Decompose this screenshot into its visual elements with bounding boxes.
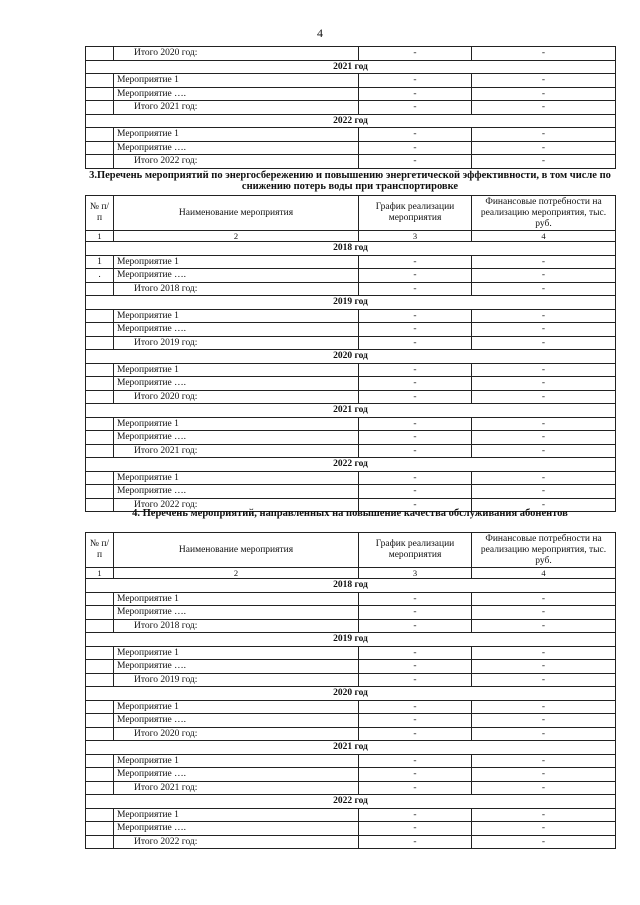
total-row [86,282,616,296]
schedule-value: - [359,619,472,633]
column-number: 1 [86,231,114,242]
year-label: 2022 год [86,458,616,472]
schedule-value: - [359,444,472,458]
measure-name: Мероприятие 1 [114,74,359,88]
finance-value: - [472,485,616,499]
row-number [86,485,114,499]
row-number [86,431,114,445]
finance-value: - [472,714,616,728]
total-label: Итого 2021 год: [114,101,359,115]
table-row [86,363,616,377]
page-number: 4 [317,26,323,40]
row-number [86,606,114,620]
table-row [86,768,616,782]
row-number [86,700,114,714]
year-label: 2021 год [86,404,616,418]
schedule-value: - [359,363,472,377]
row-number [86,619,114,633]
header-schedule: График реализации мероприятия [359,533,472,568]
table-body [86,47,616,169]
finance-value: - [472,128,616,142]
finance-value: - [472,822,616,836]
schedule-value: - [359,87,472,101]
finance-value: - [472,727,616,741]
table-row [86,700,616,714]
finance-value: - [472,835,616,849]
measures-table-continued [85,46,616,169]
section4-title: 4. Перечень мероприятий, направленных на повышение качества обслуживания абонентов [132,508,568,519]
finance-value: - [472,336,616,350]
finance-value: - [472,471,616,485]
finance-value: - [472,390,616,404]
table-row [86,323,616,337]
row-number [86,323,114,337]
section3-title: 3.Перечень мероприятий по энергосбережению и повышению энергетической эффективности, в том числе по снижению потерь воды при транспортировке [89,170,611,192]
row-number: 1 [86,255,114,269]
year-row [86,114,616,128]
total-row [86,47,616,61]
row-number [86,727,114,741]
measure-name: Мероприятие …. [114,768,359,782]
total-row [86,619,616,633]
year-row [86,404,616,418]
table-row [86,255,616,269]
finance-value: - [472,377,616,391]
table-row [86,485,616,499]
year-label: 2022 год [86,795,616,809]
year-label: 2020 год [86,350,616,364]
total-label: Итого 2020 год: [114,47,359,61]
schedule-value: - [359,282,472,296]
row-number: . [86,269,114,283]
finance-value: - [472,646,616,660]
row-number [86,808,114,822]
measure-name: Мероприятие …. [114,822,359,836]
year-row [86,242,616,256]
table-row [86,74,616,88]
finance-value: - [472,498,616,512]
table-row [86,377,616,391]
schedule-value: - [359,592,472,606]
table-row [86,87,616,101]
measure-name: Мероприятие …. [114,269,359,283]
finance-value: - [472,417,616,431]
column-number: 3 [359,568,472,579]
row-number [86,155,114,169]
finance-value: - [472,606,616,620]
energy-saving-measures-table [85,195,616,512]
row-number [86,673,114,687]
schedule-value: - [359,47,472,61]
year-label: 2019 год [86,633,616,647]
row-number [86,336,114,350]
schedule-value: - [359,309,472,323]
schedule-value: - [359,646,472,660]
finance-value: - [472,101,616,115]
finance-value: - [472,808,616,822]
row-number [86,714,114,728]
schedule-value: - [359,390,472,404]
table-row [86,754,616,768]
schedule-value: - [359,417,472,431]
total-label: Итого 2019 год: [114,673,359,687]
finance-value: - [472,323,616,337]
total-label: Итого 2022 год: [114,835,359,849]
total-row [86,101,616,115]
measure-name: Мероприятие 1 [114,417,359,431]
finance-value: - [472,673,616,687]
measure-name: Мероприятие …. [114,714,359,728]
measure-name: Мероприятие …. [114,660,359,674]
total-row [86,444,616,458]
table-row [86,141,616,155]
column-number: 4 [472,568,616,579]
row-number [86,390,114,404]
measure-name: Мероприятие …. [114,323,359,337]
header-num: № п/п [86,196,114,231]
table-row [86,431,616,445]
measure-name: Мероприятие 1 [114,128,359,142]
table-row [86,660,616,674]
total-row [86,727,616,741]
schedule-value: - [359,377,472,391]
measure-name: Мероприятие …. [114,87,359,101]
header-num: № п/п [86,533,114,568]
finance-value: - [472,660,616,674]
row-number [86,660,114,674]
table-body [86,579,616,849]
column-number: 1 [86,568,114,579]
year-label: 2021 год [86,60,616,74]
year-label: 2018 год [86,242,616,256]
row-number [86,646,114,660]
year-label: 2019 год [86,296,616,310]
measure-name: Мероприятие …. [114,606,359,620]
year-row [86,741,616,755]
table-row [86,646,616,660]
column-number: 2 [114,231,359,242]
finance-value: - [472,444,616,458]
column-number: 4 [472,231,616,242]
row-number [86,471,114,485]
header-name: Наименование мероприятия [114,196,359,231]
finance-value: - [472,309,616,323]
row-number [86,128,114,142]
schedule-value: - [359,269,472,283]
measure-name: Мероприятие 1 [114,363,359,377]
finance-value: - [472,269,616,283]
header-finance: Финансовые потребности на реализацию мероприятия, тыс. руб. [472,533,616,568]
measure-name: Мероприятие …. [114,431,359,445]
schedule-value: - [359,485,472,499]
schedule-value: - [359,727,472,741]
total-row [86,835,616,849]
schedule-value: - [359,768,472,782]
finance-value: - [472,781,616,795]
table-row [86,309,616,323]
year-row [86,795,616,809]
schedule-value: - [359,155,472,169]
total-label: Итого 2020 год: [114,390,359,404]
schedule-value: - [359,714,472,728]
measure-name: Мероприятие 1 [114,309,359,323]
total-label: Итого 2019 год: [114,336,359,350]
finance-value: - [472,619,616,633]
total-row [86,155,616,169]
table-row [86,822,616,836]
total-row [86,336,616,350]
finance-value: - [472,592,616,606]
year-label: 2021 год [86,741,616,755]
year-row [86,60,616,74]
table-row [86,808,616,822]
measure-name: Мероприятие …. [114,485,359,499]
row-number [86,417,114,431]
row-number [86,592,114,606]
row-number [86,282,114,296]
row-number [86,101,114,115]
schedule-value: - [359,781,472,795]
finance-value: - [472,255,616,269]
column-number: 3 [359,231,472,242]
table-row [86,269,616,283]
measure-name: Мероприятие 1 [114,646,359,660]
total-label: Итого 2018 год: [114,619,359,633]
year-row [86,633,616,647]
table-row [86,417,616,431]
schedule-value: - [359,255,472,269]
measure-name: Мероприятие 1 [114,471,359,485]
schedule-value: - [359,700,472,714]
year-row [86,350,616,364]
finance-value: - [472,768,616,782]
finance-value: - [472,155,616,169]
total-row [86,673,616,687]
schedule-value: - [359,754,472,768]
table-row [86,592,616,606]
header-finance: Финансовые потребности на реализацию мероприятия, тыс. руб. [472,196,616,231]
row-number [86,835,114,849]
year-row [86,687,616,701]
total-label: Итого 2021 год: [114,781,359,795]
table-row [86,714,616,728]
schedule-value: - [359,74,472,88]
schedule-value: - [359,323,472,337]
year-row [86,579,616,593]
schedule-value: - [359,128,472,142]
schedule-value: - [359,606,472,620]
total-row [86,781,616,795]
finance-value: - [472,754,616,768]
column-number: 2 [114,568,359,579]
row-number [86,309,114,323]
schedule-value: - [359,431,472,445]
schedule-value: - [359,336,472,350]
row-number [86,377,114,391]
schedule-value: - [359,808,472,822]
finance-value: - [472,141,616,155]
header-name: Наименование мероприятия [114,533,359,568]
measure-name: Мероприятие 1 [114,592,359,606]
total-label: Итого 2018 год: [114,282,359,296]
service-quality-measures-table [85,532,616,849]
year-row [86,296,616,310]
measure-name: Мероприятие 1 [114,754,359,768]
table-row [86,128,616,142]
schedule-value: - [359,660,472,674]
table-row [86,471,616,485]
year-label: 2020 год [86,687,616,701]
total-label: Итого 2022 год: [114,498,359,512]
schedule-value: - [359,835,472,849]
row-number [86,363,114,377]
row-number [86,754,114,768]
measure-name: Мероприятие …. [114,141,359,155]
finance-value: - [472,87,616,101]
finance-value: - [472,47,616,61]
measure-name: Мероприятие 1 [114,255,359,269]
measure-name: Мероприятие 1 [114,808,359,822]
schedule-value: - [359,101,472,115]
schedule-value: - [359,822,472,836]
year-row [86,458,616,472]
table-body [86,242,616,512]
row-number [86,47,114,61]
schedule-value: - [359,471,472,485]
schedule-value: - [359,673,472,687]
row-number [86,141,114,155]
year-label: 2018 год [86,579,616,593]
finance-value: - [472,363,616,377]
measure-name: Мероприятие …. [114,377,359,391]
schedule-value: - [359,141,472,155]
row-number [86,444,114,458]
header-schedule: График реализации мероприятия [359,196,472,231]
finance-value: - [472,282,616,296]
row-number [86,87,114,101]
finance-value: - [472,700,616,714]
total-label: Итого 2022 год: [114,155,359,169]
measure-name: Мероприятие 1 [114,700,359,714]
row-number [86,768,114,782]
finance-value: - [472,74,616,88]
row-number [86,74,114,88]
schedule-value: - [359,498,472,512]
finance-value: - [472,431,616,445]
table-row [86,606,616,620]
total-label: Итого 2020 год: [114,727,359,741]
row-number [86,781,114,795]
total-row [86,390,616,404]
row-number [86,822,114,836]
year-label: 2022 год [86,114,616,128]
total-label: Итого 2021 год: [114,444,359,458]
